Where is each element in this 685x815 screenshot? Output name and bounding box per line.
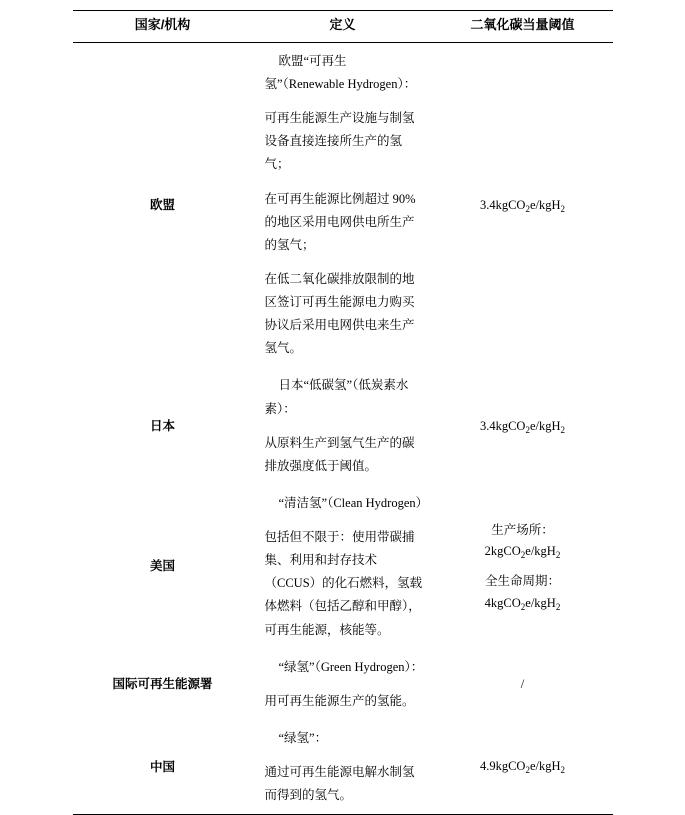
cell-threshold: /	[520, 676, 525, 691]
cell-threshold	[433, 367, 613, 485]
table-row	[73, 485, 613, 649]
definition-paragraph: “清洁氢”（Clean Hydrogen）	[278, 495, 429, 510]
definition-paragraph: 日本“低碳氢”（低炭素水素）：	[264, 378, 409, 416]
definition-paragraph: 在低二氧化碳排放限制的地区签订可再生能源电力购买协议后采用电网供电来生产氢气。	[264, 271, 415, 356]
table-body	[73, 42, 613, 814]
threshold-label-production: 生产场所：	[491, 522, 554, 537]
table-row	[73, 720, 613, 814]
table-header-row	[73, 11, 613, 43]
document-page	[0, 10, 685, 803]
threshold-value-production: 2kgCO$_2$e/kgH$_2$	[484, 544, 561, 561]
cell-threshold	[433, 485, 613, 649]
definition-paragraph: 从原料生产到氢气生产的碳排放强度低于阈值。	[264, 435, 415, 473]
definition-paragraph: 包括但不限于：使用带碳捕集、利用和封存技术（CCUS）的化石燃料，氢载体燃料（包括乙醇和甲醇），可再生能源，核能等。	[264, 530, 423, 637]
cell-definition	[253, 720, 433, 814]
table-row	[73, 367, 613, 485]
cell-country: 中国	[149, 759, 175, 774]
definition-paragraph: “绿氢”（Green Hydrogen）：	[278, 659, 424, 674]
definition-paragraph: “绿氢”：	[278, 730, 328, 745]
table-row	[73, 42, 613, 367]
threshold-value-lifecycle: 4kgCO$_2$e/kgH$_2$	[484, 595, 561, 612]
cell-country: 日本	[149, 418, 175, 433]
cell-country: 美国	[149, 559, 175, 574]
definition-paragraph: 用可再生能源生产的氢能。	[264, 693, 415, 708]
table-row	[73, 649, 613, 720]
header-threshold: 二氧化碳当量阈值	[433, 11, 613, 43]
header-definition: 定义	[253, 11, 433, 43]
cell-definition	[253, 649, 433, 720]
definition-paragraph: 可再生能源生产设施与制氢设备直接连接所生产的氢气；	[264, 111, 415, 172]
cell-definition	[253, 485, 433, 649]
header-country: 国家/机构	[73, 11, 253, 43]
cell-threshold	[433, 42, 613, 367]
hydrogen-definition-table	[73, 10, 613, 814]
table-header	[73, 11, 613, 43]
threshold-value: 4.9kgCO$_2$e/kgH$_2$	[479, 759, 566, 776]
cell-definition	[253, 367, 433, 485]
definition-paragraph: 通过可再生能源电解水制氢而得到的氢气。	[264, 765, 415, 803]
threshold-label-lifecycle: 全生命周期：	[484, 574, 560, 589]
cell-country: 国际可再生能源署	[112, 676, 213, 691]
threshold-value: 3.4kgCO$_2$e/kgH$_2$	[479, 418, 566, 435]
cell-definition	[253, 42, 433, 367]
cell-country: 欧盟	[149, 197, 175, 212]
cell-threshold	[433, 720, 613, 814]
definition-paragraph: 欧盟“可再生氢”（Renewable Hydrogen）：	[264, 53, 417, 92]
threshold-value: 3.4kgCO$_2$e/kgH$_2$	[479, 197, 566, 214]
definition-paragraph: 在可再生能源比例超过 90%的地区采用电网供电所生产的氢气；	[264, 191, 416, 252]
spacer	[439, 562, 607, 571]
